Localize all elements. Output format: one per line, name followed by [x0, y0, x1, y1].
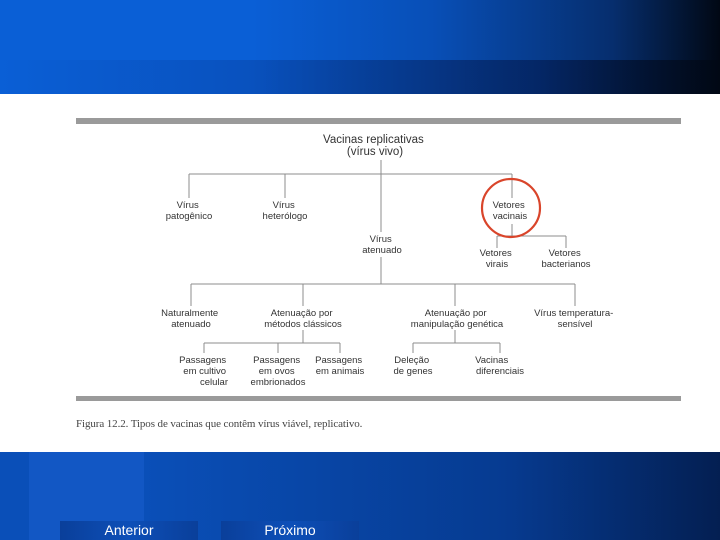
figure-caption: Figura 12.2. Tipos de vacinas que contêm vírus viável, replicativo. — [76, 418, 363, 430]
node-line: atenuado — [171, 319, 211, 330]
node-line: Passagens — [315, 355, 363, 366]
node-passagens-animais — [315, 355, 365, 377]
node-atenuacao-classicos — [264, 308, 342, 330]
node-line: Vírus — [176, 200, 199, 211]
node-line: Atenuação por — [424, 308, 487, 319]
node-passagens-ovos — [251, 355, 306, 388]
node-line: heterólogo — [262, 211, 308, 222]
node-vacinas-diferenciais — [475, 355, 524, 377]
node-vetores-virais — [480, 248, 515, 270]
node-line: Vírus — [272, 200, 295, 211]
root-line-1: Vacinas replicativas — [323, 134, 424, 146]
node-line: Passagens — [179, 355, 227, 366]
root-node — [323, 134, 427, 158]
node-line: em ovos — [258, 366, 295, 377]
node-virus-temperatura — [534, 308, 616, 330]
node-line: em animais — [315, 366, 365, 377]
node-virus-heterologo — [263, 200, 308, 222]
node-line: patogênico — [165, 211, 213, 222]
figure-bottom-rule — [76, 396, 681, 401]
node-line: métodos clássicos — [264, 319, 342, 330]
node-line: celular — [200, 377, 228, 388]
node-line: bacterianos — [541, 259, 591, 270]
node-passagens-cultivo — [179, 355, 229, 388]
node-vetores-bacterianos — [541, 248, 590, 270]
node-line: Deleção — [394, 355, 430, 366]
node-line: Vetores — [548, 248, 581, 259]
node-naturalmente-atenuado — [161, 308, 221, 330]
next-button[interactable]: Próximo — [221, 521, 359, 540]
node-line: de genes — [393, 366, 433, 377]
node-line: Naturalmente — [161, 308, 219, 319]
node-line: Atenuação por — [270, 308, 333, 319]
node-line: em cultivo — [183, 366, 227, 377]
node-line: vacinais — [492, 211, 528, 222]
previous-button[interactable]: Anterior — [60, 521, 198, 540]
node-line: Vírus temperatura- — [534, 308, 614, 319]
node-line: sensível — [557, 319, 593, 330]
node-line: virais — [485, 259, 509, 270]
node-line: embrionados — [250, 377, 306, 388]
node-virus-patogenico — [166, 200, 212, 222]
node-line: Vetores — [479, 248, 512, 259]
root-line-2: (vírus vivo) — [346, 146, 404, 158]
node-delecao-genes — [393, 355, 432, 377]
node-line: Vetores — [492, 200, 525, 211]
node-line: Passagens — [253, 355, 301, 366]
node-line: Vírus — [369, 234, 392, 245]
node-line: manipulação genética — [410, 319, 504, 330]
connector-lines — [189, 160, 575, 353]
node-vetores-vacinais — [493, 200, 528, 222]
node-line: atenuado — [362, 245, 402, 256]
node-virus-atenuado — [362, 234, 402, 256]
node-line: diferenciais — [475, 366, 525, 377]
node-atenuacao-genetica — [411, 308, 504, 330]
node-line: Vacinas — [475, 355, 509, 366]
